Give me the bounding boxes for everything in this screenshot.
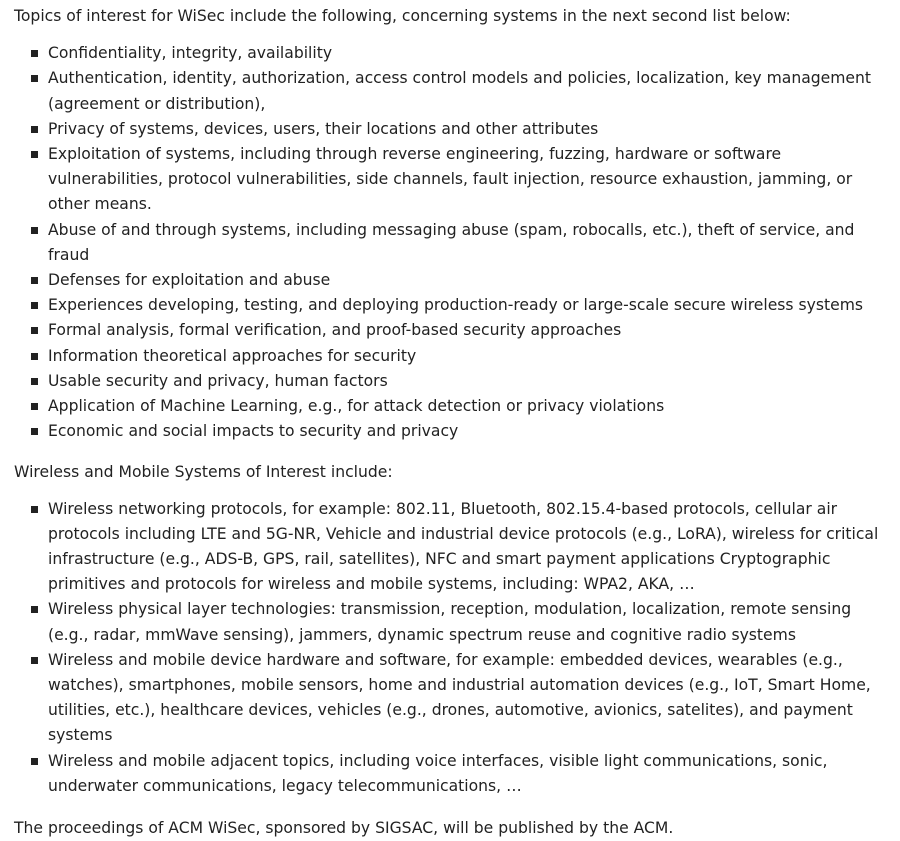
square-bullet-icon bbox=[31, 327, 38, 334]
list-item-text: Privacy of systems, devices, users, their locations and other attributes bbox=[48, 119, 599, 138]
square-bullet-icon bbox=[31, 353, 38, 360]
list-item-text: Information theoretical approaches for security bbox=[48, 346, 417, 365]
square-bullet-icon bbox=[31, 657, 38, 664]
list-item-text: Wireless networking protocols, for example: 802.11, Bluetooth, 802.15.4-based protocols, cellular air protocols including LTE and 5G-NR, Vehicle and industrial device protocols (e.g., LoRA), wireless for critical infrastructure (e.g., ADS-B, GPS, rail, satellites), NFC and smart payment applications Cryptographic primitives and protocols for wireless and mobile systems, including: WPA2, AKA, … bbox=[48, 499, 879, 594]
list-item bbox=[48, 419, 886, 444]
list-item bbox=[48, 344, 886, 369]
list-item bbox=[48, 142, 886, 218]
list-item-text: Exploitation of systems, including through reverse engineering, fuzzing, hardware or software vulnerabilities, protocol vulnerabilities, side channels, fault injection, resource exhaustion, jamming, or other means. bbox=[48, 145, 853, 214]
list-item bbox=[48, 497, 886, 598]
list-item-text: Defenses for exploitation and abuse bbox=[48, 271, 331, 290]
list-item bbox=[48, 293, 886, 318]
list-item bbox=[48, 648, 886, 749]
square-bullet-icon bbox=[31, 227, 38, 234]
list-item-text: Wireless physical layer technologies: transmission, reception, modulation, localization, remote sensing (e.g., radar, mmWave sensing), jammers, dynamic spectrum reuse and cognitive radio systems bbox=[48, 600, 852, 644]
list-item-text: Formal analysis, formal verification, and proof-based security approaches bbox=[48, 321, 622, 340]
list-item bbox=[48, 318, 886, 343]
systems-list bbox=[14, 497, 886, 799]
square-bullet-icon bbox=[31, 126, 38, 133]
square-bullet-icon bbox=[31, 378, 38, 385]
square-bullet-icon bbox=[31, 758, 38, 765]
list-item bbox=[48, 749, 886, 799]
square-bullet-icon bbox=[31, 506, 38, 513]
list-item-text: Usable security and privacy, human factors bbox=[48, 371, 388, 390]
list-item bbox=[48, 268, 886, 293]
list-item bbox=[48, 117, 886, 142]
topics-intro: Topics of interest for WiSec include the following, concerning systems in the next second list below: bbox=[14, 7, 791, 25]
list-item-text: Experiences developing, testing, and deploying production-ready or large-scale secure wireless systems bbox=[48, 296, 864, 315]
systems-heading: Wireless and Mobile Systems of Interest include: bbox=[14, 463, 393, 482]
topics-list bbox=[14, 41, 886, 444]
list-item-text: Wireless and mobile device hardware and software, for example: embedded devices, wearables (e.g., watches), smartphones, mobile sensors, home and industrial automation devices (e.g., IoT, Smart Home, utilities, etc.), healthcare devices, vehicles (e.g., drones, automotive, avionics, satelites), and payment systems bbox=[48, 650, 871, 745]
list-item bbox=[48, 394, 886, 419]
square-bullet-icon bbox=[31, 75, 38, 82]
list-item-text: Wireless and mobile adjacent topics, including voice interfaces, visible light communications, sonic, underwater communications, legacy telecommunications, … bbox=[48, 751, 828, 795]
list-item-text: Economic and social impacts to security and privacy bbox=[48, 422, 459, 441]
list-item bbox=[48, 41, 886, 66]
list-item bbox=[48, 597, 886, 647]
proceedings-note: The proceedings of ACM WiSec, sponsored by SIGSAC, will be published by the ACM. bbox=[14, 819, 674, 838]
list-item bbox=[48, 218, 886, 268]
square-bullet-icon bbox=[31, 151, 38, 158]
list-item bbox=[48, 369, 886, 394]
square-bullet-icon bbox=[31, 428, 38, 435]
square-bullet-icon bbox=[31, 302, 38, 309]
list-item-text: Abuse of and through systems, including messaging abuse (spam, robocalls, etc.), theft of service, and fraud bbox=[48, 220, 855, 264]
square-bullet-icon bbox=[31, 277, 38, 284]
list-item-text: Application of Machine Learning, e.g., for attack detection or privacy violations bbox=[48, 397, 665, 416]
square-bullet-icon bbox=[31, 403, 38, 410]
square-bullet-icon bbox=[31, 606, 38, 613]
square-bullet-icon bbox=[31, 50, 38, 57]
list-item-text: Authentication, identity, authorization, access control models and policies, localization, key management (agreement or distribution), bbox=[48, 69, 872, 113]
list-item bbox=[48, 66, 886, 116]
list-item-text: Confidentiality, integrity, availability bbox=[48, 44, 333, 63]
